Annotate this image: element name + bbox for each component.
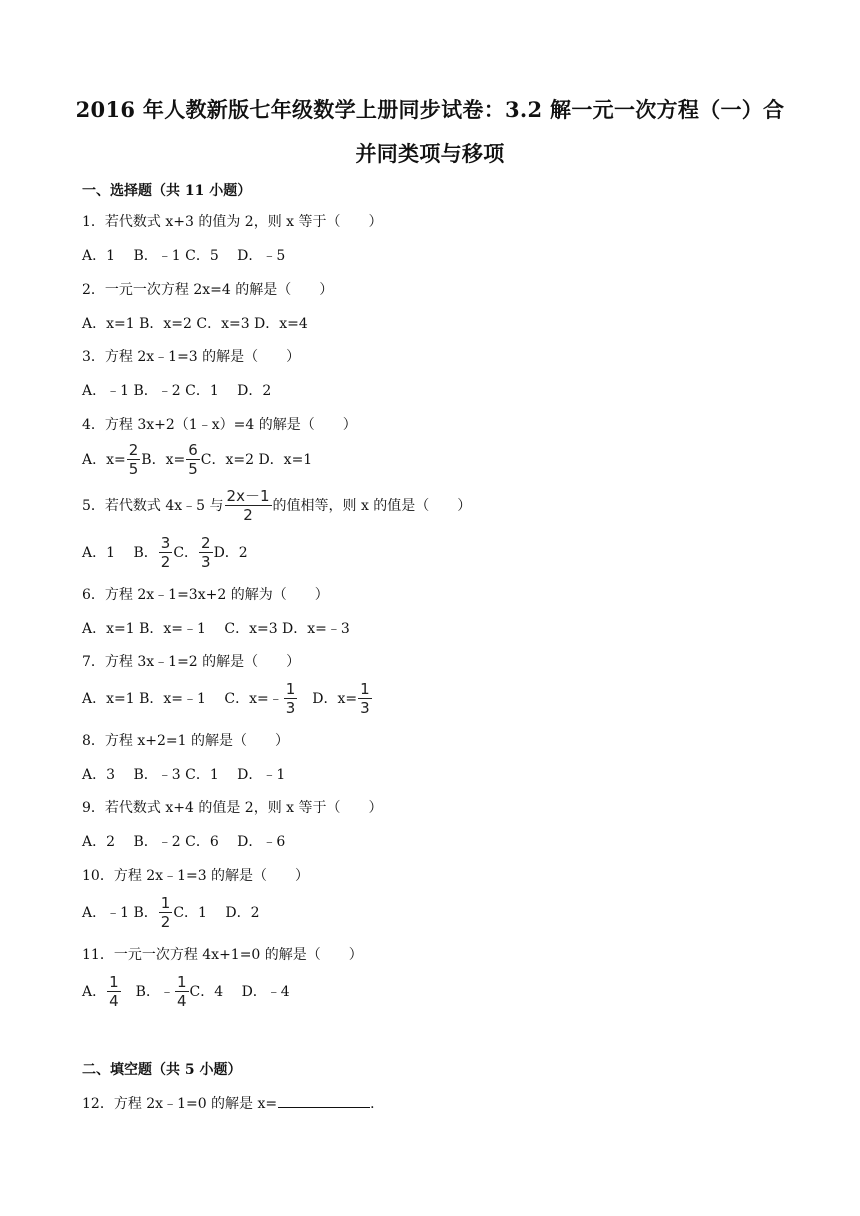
fraction-6-5: $\frac{6}{5}$ [188,441,198,478]
question-4-options [82,442,312,477]
option-a-label: A．x= [82,451,126,468]
fraction-1-3: $\frac{1}{3}$ [285,680,296,717]
question-1-stem: 1．若代数式 x+3 的值为 2，则 x 等于（ ） [82,214,383,230]
fraction-3-2: $\frac{3}{2}$ [160,534,171,571]
question-6-options: A．x=1 B．x=﹣1 C．x=3 D．x=﹣3 [82,621,350,637]
question-1-options: A．1 B．﹣1 C．5 D．﹣5 [82,248,286,264]
fraction-1-3: $\frac{1}{3}$ [360,680,370,717]
question-12-stem: 12．方程 2x﹣1=0 的解是 x= ． [82,1093,384,1114]
question-10-stem: 10．方程 2x﹣1=3 的解是（ ） [82,868,310,884]
option-b-label: B．x= [141,451,186,468]
question-8-stem: 8．方程 x+2=1 的解是（ ） [82,733,289,749]
answer-blank[interactable] [278,1093,370,1108]
question-6-stem: 6．方程 2x﹣1=3x+2 的解为（ ） [82,587,329,603]
question-2-options: A．x=1 B．x=2 C．x=3 D．x=4 [82,316,308,332]
question-5-stem: 5．若代数式 4x﹣5 与 $\frac{2x-1}{2}$ 的值相等，则 x 的值是（ ） [82,487,472,524]
question-3-stem: 3．方程 2x﹣1=3 的解是（ ） [82,349,301,365]
title-line-2: 并同类项与移项 [355,141,505,166]
title-line-1: 2016 年人教新版七年级数学上册同步试卷：3.2 解一元一次方程（一）合 [75,97,785,122]
fraction-1-2: $\frac{1}{2}$ [160,894,171,931]
question-9-stem: 9．若代数式 x+4 的值是 2，则 x 等于（ ） [82,800,383,816]
fraction-2x-minus-1-over-2: $\frac{2x-1}{2}$ [226,487,270,524]
question-4-stem: 4．方程 3x+2（1﹣x）=4 的解是（ ） [82,417,357,433]
question-11-options: A． $\frac{1}{4}$ B．﹣ $\frac{1}{4}$ C．4 D．﹣4 [82,973,290,1010]
fraction-2-5: $\frac{2}{5}$ [128,441,139,478]
question-9-options: A．2 B．﹣2 C．6 D．﹣6 [82,834,286,850]
question-7-options: A．x=1 B．x=﹣1 C．x=﹣ $\frac{1}{3}$ D．x= $\frac{1}{3}$ [82,680,370,717]
options-c-d: C．x=2 D．x=1 [200,451,313,468]
section-heading-choice: 一、选择题（共 11 小题） [82,183,252,199]
question-8-options: A．3 B．﹣3 C．1 D．﹣1 [82,767,286,783]
question-10-options: A．﹣1 B． $\frac{1}{2}$ C．1 D．2 [82,894,260,931]
fraction-2-3: $\frac{2}{3}$ [201,534,211,571]
question-3-options: A．﹣1 B．﹣2 C．1 D．2 [82,383,272,399]
document-title [60,88,800,176]
section-heading-fill-blank: 二、填空题（共 5 小题） [82,1062,242,1078]
fraction-1-4: $\frac{1}{4}$ [176,973,187,1010]
question-5-options: A．1 B． $\frac{3}{2}$ C． $\frac{2}{3}$ D．2 [82,534,248,571]
fraction-1-4: $\frac{1}{4}$ [109,973,119,1010]
question-2-stem: 2．一元一次方程 2x=4 的解是（ ） [82,282,334,298]
question-11-stem: 11．一元一次方程 4x+1=0 的解是（ ） [82,947,363,963]
question-7-stem: 7．方程 3x﹣1=2 的解是（ ） [82,654,301,670]
